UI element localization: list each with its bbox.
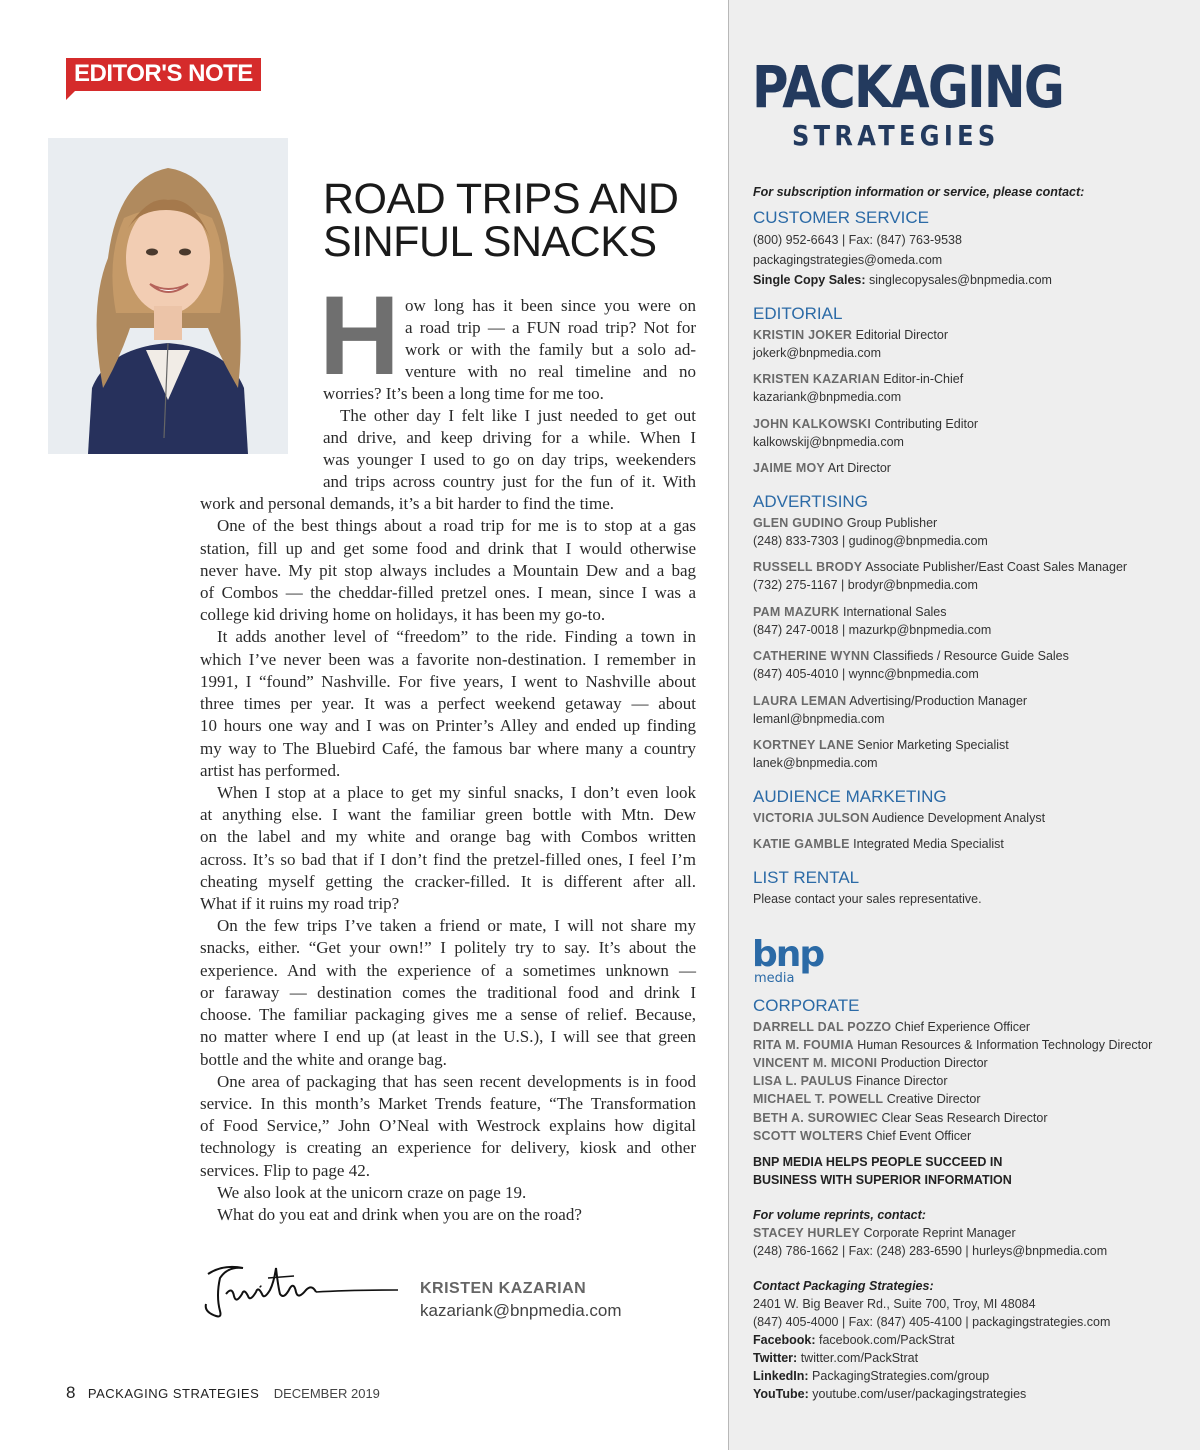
social-value[interactable]: twitter.com/PackStrat bbox=[800, 1351, 919, 1365]
social-value[interactable]: PackagingStrategies.com/group bbox=[812, 1369, 990, 1383]
article-line: The other day I felt like I just needed to get out bbox=[340, 406, 696, 425]
article-line: What do you eat and drink when you are on the road? bbox=[217, 1205, 582, 1224]
staff-name: VICTORIA JULSON bbox=[753, 811, 870, 825]
bnp-tagline-line-1: BNP MEDIA HELPS PEOPLE SUCCEED IN bbox=[753, 1155, 1003, 1169]
section-badge: EDITOR'S NOTE bbox=[66, 58, 261, 91]
article-line: When I stop at a place to get my sinful snacks, I don’t even look bbox=[217, 783, 696, 802]
author-email[interactable]: kazariank@bnpmedia.com bbox=[420, 1301, 622, 1320]
article-line: of Combos — the cheddar-filled pretzel ones. I mean, since I was a bbox=[200, 583, 696, 602]
staff-contact[interactable]: lanek@bnpmedia.com bbox=[753, 756, 878, 770]
social-value[interactable]: youtube.com/user/packagingstrategies bbox=[812, 1387, 1027, 1401]
headline-line-1: ROAD TRIPS AND bbox=[323, 175, 679, 223]
article-line: venture with no real timeline and no bbox=[405, 362, 696, 381]
article-line: station, fill up and get some food and drink that I would otherwise bbox=[200, 539, 696, 558]
article-line: technology is creating an experience for delivery, kiosk and other bbox=[200, 1138, 696, 1157]
article-line: and trips across country just for the fun of it. With bbox=[323, 472, 696, 491]
staff-name: RUSSELL BRODY bbox=[753, 560, 863, 574]
staff-contact[interactable]: kalkowskij@bnpmedia.com bbox=[753, 435, 904, 449]
single-copy-email[interactable]: singlecopysales@bnpmedia.com bbox=[869, 273, 1052, 287]
social-facebook[interactable] bbox=[753, 1331, 954, 1349]
article-line: What if it ruins my road trip? bbox=[200, 894, 400, 913]
social-label: LinkedIn: bbox=[753, 1369, 809, 1383]
staff-entry bbox=[753, 1018, 1030, 1036]
staff-title: Corporate Reprint Manager bbox=[863, 1226, 1016, 1240]
staff-name: LISA L. PAULUS bbox=[753, 1074, 853, 1088]
staff-contact[interactable]: (847) 405-4010 | wynnc@bnpmedia.com bbox=[753, 667, 979, 681]
social-label: Facebook: bbox=[753, 1333, 816, 1347]
staff-title: Contributing Editor bbox=[874, 417, 979, 431]
staff-name: KRISTIN JOKER bbox=[753, 328, 853, 342]
bnp-logo-text: bnp bbox=[752, 934, 824, 975]
staff-title: International Sales bbox=[842, 605, 947, 619]
staff-title: Senior Marketing Specialist bbox=[857, 738, 1009, 752]
article-line: my way to The Bluebird Café, the famous bar where many a country bbox=[200, 739, 696, 758]
staff-contact[interactable]: (732) 275-1167 | brodyr@bnpmedia.com bbox=[753, 578, 978, 592]
social-linkedin[interactable] bbox=[753, 1367, 989, 1385]
staff-entry bbox=[753, 647, 1069, 665]
article-line: bottle and the white and orange bag. bbox=[200, 1050, 447, 1069]
staff-name: KATIE GAMBLE bbox=[753, 837, 850, 851]
article-line: experience. And with the experience of a sometimes unknown — bbox=[200, 961, 696, 980]
single-copy-sales bbox=[753, 271, 1052, 289]
footer-publication: PACKAGING STRATEGIES bbox=[87, 1386, 260, 1401]
article-line: snacks, either. “Get your own!” I politely try to say. It’s about the bbox=[200, 938, 696, 957]
footer-date: DECEMBER 2019 bbox=[273, 1386, 380, 1401]
customer-service-heading: CUSTOMER SERVICE bbox=[753, 208, 930, 227]
staff-contact[interactable]: kazariank@bnpmedia.com bbox=[753, 390, 902, 404]
article-line: three times per year. It was a perfect weekend getaway — about bbox=[200, 694, 696, 713]
staff-name: RITA M. FOUMIA bbox=[753, 1038, 854, 1052]
social-youtube[interactable] bbox=[753, 1385, 1026, 1403]
article-line: It adds another level of “freedom” to the ride. Finding a town in bbox=[217, 627, 696, 646]
customer-service-phone: (800) 952-6643 | Fax: (847) 763-9538 bbox=[753, 233, 962, 247]
staff-title: Associate Publisher/East Coast Sales Manager bbox=[865, 560, 1128, 574]
article-line: work and personal demands, it’s a bit harder to find the time. bbox=[200, 494, 615, 513]
article-line: college kid driving home on holidays, it has been my go-to. bbox=[200, 605, 606, 624]
staff-name: KORTNEY LANE bbox=[753, 738, 854, 752]
staff-entry bbox=[753, 1090, 981, 1108]
bnp-media-logo bbox=[752, 932, 832, 986]
article-line: was younger I used to go on day trips, weekenders bbox=[323, 450, 696, 469]
article-line: cheating myself getting the cracker-filled. It is different after all. bbox=[200, 872, 696, 891]
staff-name: KRISTEN KAZARIAN bbox=[753, 372, 880, 386]
advertising-heading: ADVERTISING bbox=[753, 492, 868, 511]
social-label: YouTube: bbox=[753, 1387, 809, 1401]
author-name: KRISTEN KAZARIAN bbox=[420, 1280, 587, 1297]
staff-name: PAM MAZURK bbox=[753, 605, 840, 619]
headline-line-2: SINFUL SNACKS bbox=[323, 218, 657, 266]
staff-name: BETH A. SUROWIEC bbox=[753, 1111, 878, 1125]
list-rental-heading: LIST RENTAL bbox=[753, 868, 860, 887]
staff-name: CATHERINE WYNN bbox=[753, 649, 870, 663]
reprints-intro: For volume reprints, contact: bbox=[753, 1208, 926, 1222]
staff-entry bbox=[753, 1127, 971, 1145]
staff-name: DARRELL DAL POZZO bbox=[753, 1020, 892, 1034]
staff-entry bbox=[753, 1072, 948, 1090]
staff-name: JOHN KALKOWSKI bbox=[753, 417, 872, 431]
article-line: work or with the family but a solo ad- bbox=[405, 340, 696, 359]
staff-title: Creative Director bbox=[886, 1092, 981, 1106]
staff-entry bbox=[753, 736, 1009, 754]
social-label: Twitter: bbox=[753, 1351, 798, 1365]
staff-title: Advertising/Production Manager bbox=[849, 694, 1028, 708]
staff-entry bbox=[753, 1036, 1152, 1054]
staff-entry bbox=[753, 514, 937, 532]
article-line: artist has performed. bbox=[200, 761, 341, 780]
staff-title: Clear Seas Research Director bbox=[881, 1111, 1048, 1125]
single-copy-label: Single Copy Sales: bbox=[753, 273, 866, 287]
article-line: ow long has it been since you were on bbox=[405, 296, 696, 315]
article-line: choose. The familiar packaging gives me a sense of relief. Because, bbox=[200, 1005, 696, 1024]
author-photo bbox=[48, 138, 288, 454]
corporate-heading: CORPORATE bbox=[753, 996, 860, 1015]
staff-title: Audience Development Analyst bbox=[872, 811, 1046, 825]
staff-name: LAURA LEMAN bbox=[753, 694, 847, 708]
staff-entry bbox=[753, 1109, 1048, 1127]
staff-name: SCOTT WOLTERS bbox=[753, 1129, 863, 1143]
staff-entry bbox=[753, 370, 963, 388]
staff-entry bbox=[753, 459, 891, 477]
staff-title: Editor-in-Chief bbox=[883, 372, 964, 386]
staff-entry bbox=[753, 1224, 1016, 1242]
staff-entry bbox=[753, 835, 1004, 853]
staff-contact[interactable]: (847) 247-0018 | mazurkp@bnpmedia.com bbox=[753, 623, 992, 637]
article-line: We also look at the unicorn craze on page 19. bbox=[217, 1183, 527, 1202]
reprints-contact[interactable]: (248) 786-1662 | Fax: (248) 283-6590 | hurleys@bnpmedia.com bbox=[753, 1244, 1108, 1258]
staff-entry bbox=[753, 415, 978, 433]
page-footer bbox=[66, 1383, 380, 1403]
staff-name: STACEY HURLEY bbox=[753, 1226, 861, 1240]
staff-entry bbox=[753, 603, 947, 621]
author-signature bbox=[198, 1256, 403, 1326]
article-line: no matter where I end up (at least in the U.S.), I will see that green bbox=[200, 1027, 696, 1046]
staff-contact[interactable]: jokerk@bnpmedia.com bbox=[753, 346, 882, 360]
customer-service-email[interactable]: packagingstrategies@omeda.com bbox=[753, 253, 943, 267]
author-portrait-image bbox=[48, 138, 288, 454]
staff-name: VINCENT M. MICONI bbox=[753, 1056, 878, 1070]
staff-title: Art Director bbox=[827, 461, 891, 475]
article-line: and drive, and keep driving for a while. When I bbox=[323, 428, 696, 447]
staff-title: Production Director bbox=[880, 1056, 988, 1070]
editorial-heading: EDITORIAL bbox=[753, 304, 843, 323]
article-line: or faraway — destination comes the traditional food and drink I bbox=[200, 983, 696, 1002]
article-line: worries? It’s been a long time for me too. bbox=[323, 384, 604, 403]
staff-title: Chief Event Officer bbox=[866, 1129, 972, 1143]
bnp-logo-subtext: media bbox=[754, 971, 795, 986]
article-line: service. In this month’s Market Trends feature, “The Transformation bbox=[200, 1094, 696, 1113]
staff-title: Chief Experience Officer bbox=[894, 1020, 1031, 1034]
staff-contact[interactable]: lemanl@bnpmedia.com bbox=[753, 712, 885, 726]
publication-logo-top: PACKAGING bbox=[752, 53, 1064, 121]
article-line: One of the best things about a road trip for me is to stop at a gas bbox=[217, 516, 696, 535]
staff-entry bbox=[753, 692, 1027, 710]
bnp-tagline-line-2: BUSINESS WITH SUPERIOR INFORMATION bbox=[753, 1173, 1012, 1187]
article-line: on the label and my white and orange bag with Combos written bbox=[200, 827, 696, 846]
staff-title: Human Resources & Information Technology Director bbox=[857, 1038, 1153, 1052]
staff-title: Classifieds / Resource Guide Sales bbox=[872, 649, 1069, 663]
page-number: 8 bbox=[66, 1383, 76, 1402]
article-headline bbox=[323, 175, 723, 266]
subscription-intro: For subscription information or service, please contact: bbox=[753, 185, 1085, 199]
staff-entry bbox=[753, 1054, 988, 1072]
staff-contact[interactable]: (248) 833-7303 | gudinog@bnpmedia.com bbox=[753, 534, 988, 548]
audience-marketing-heading: AUDIENCE MARKETING bbox=[753, 787, 947, 806]
staff-name: JAIME MOY bbox=[753, 461, 825, 475]
staff-entry bbox=[753, 326, 948, 344]
article-line: One area of packaging that has seen recent developments is in food bbox=[217, 1072, 696, 1091]
staff-name: MICHAEL T. POWELL bbox=[753, 1092, 884, 1106]
article-line: never have. My pit stop always includes a Mountain Dew and a bag bbox=[200, 561, 696, 580]
staff-name: GLEN GUDINO bbox=[753, 516, 844, 530]
social-twitter[interactable] bbox=[753, 1349, 918, 1367]
contact-address: 2401 W. Big Beaver Rd., Suite 700, Troy, MI 48084 bbox=[753, 1297, 1036, 1311]
badge-tail bbox=[66, 88, 90, 100]
staff-title: Group Publisher bbox=[846, 516, 938, 530]
article-line: of Food Service,” John O’Neal with Westrock explains how digital bbox=[200, 1116, 696, 1135]
article-line: services. Flip to page 42. bbox=[200, 1161, 370, 1180]
article-line: across. It’s so bad that if I don’t find the pretzel-filled ones, I feel I’m bbox=[200, 850, 696, 869]
publication-logo-bottom: STRATEGIES bbox=[792, 119, 1000, 152]
list-rental-text: Please contact your sales representative. bbox=[753, 892, 982, 906]
staff-entry bbox=[753, 809, 1045, 827]
article-line: which I’ve never been was a favorite non-destination. I remember in bbox=[200, 650, 696, 669]
staff-title: Finance Director bbox=[855, 1074, 948, 1088]
article-line: 10 hours one way and I was on Printer’s Alley and ended up finding bbox=[200, 716, 696, 735]
contact-phone[interactable]: (847) 405-4000 | Fax: (847) 405-4100 | packagingstrategies.com bbox=[753, 1315, 1111, 1329]
staff-title: Editorial Director bbox=[855, 328, 949, 342]
drop-cap: H bbox=[319, 273, 400, 398]
staff-title: Integrated Media Specialist bbox=[853, 837, 1004, 851]
contact-intro: Contact Packaging Strategies: bbox=[753, 1279, 934, 1293]
article-line: a road trip — a FUN road trip? Not for bbox=[405, 318, 696, 337]
article-line: 1991, I “found” Nashville. For five years, I went to Nashville about bbox=[200, 672, 696, 691]
article-line: On the few trips I’ve taken a friend or mate, I will not share my bbox=[217, 916, 696, 935]
article-line: at anything else. I want the familiar green bottle with Mtn. Dew bbox=[200, 805, 696, 824]
social-value[interactable]: facebook.com/PackStrat bbox=[819, 1333, 955, 1347]
staff-entry bbox=[753, 558, 1127, 576]
